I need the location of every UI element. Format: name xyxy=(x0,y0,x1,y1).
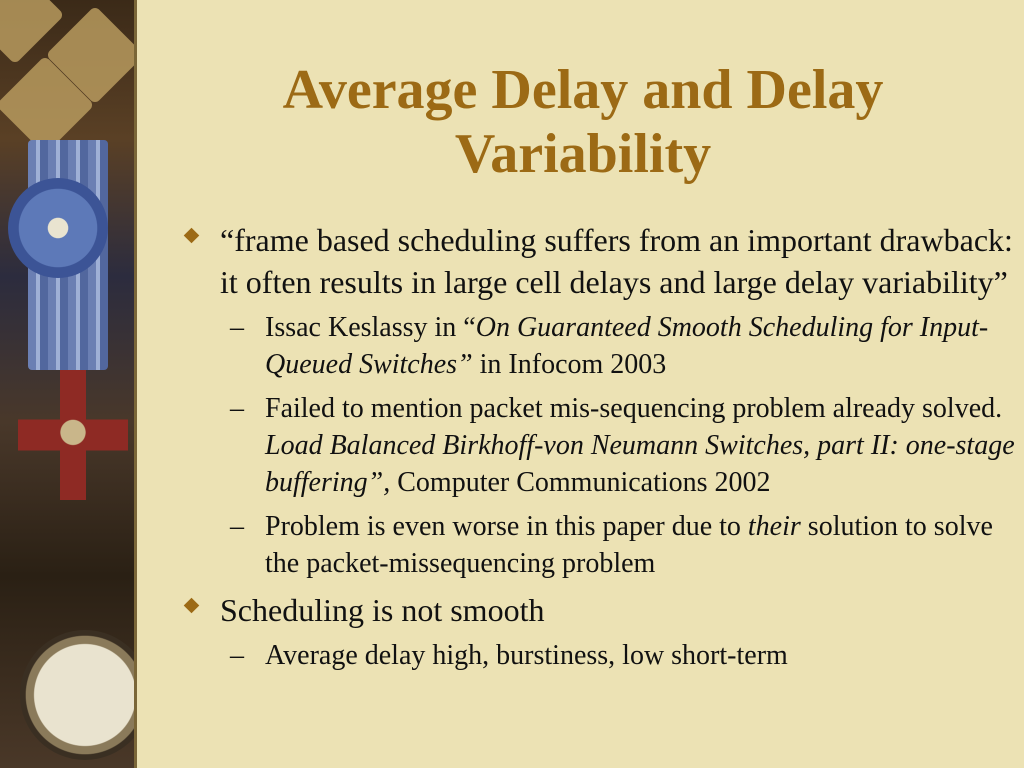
sub-bullet-text: Average delay high, burstiness, low short-term xyxy=(265,640,788,671)
sub-bullet-text: solution to solve the packet-missequencing problem xyxy=(265,511,993,579)
sub-bullet-text: Problem is even worse in this paper due to xyxy=(265,511,748,542)
bullet-2-text: Scheduling is not smooth xyxy=(220,592,545,628)
dash-bullet-icon: – xyxy=(230,511,244,542)
sub-bullet-2-1 xyxy=(186,637,1016,674)
dash-bullet-icon: – xyxy=(230,312,244,343)
bullet-1-text: “frame based scheduling suffers from an important drawback: it often results in large cell delays and large delay variability” xyxy=(220,222,1013,300)
sub-bullet-1-2 xyxy=(186,390,1016,501)
diamond-bullet-icon xyxy=(184,228,200,244)
sub-bullet-text: in Infocom 2003 xyxy=(472,349,667,380)
bullet-1 xyxy=(186,219,1016,303)
title-line-1: Average Delay and Delay xyxy=(282,59,884,121)
title-line-2: Variability xyxy=(454,123,712,185)
diamond-bullet-icon xyxy=(184,598,200,614)
dash-bullet-icon: – xyxy=(230,640,244,671)
decorative-side-image xyxy=(0,0,137,768)
slide-body xyxy=(186,219,1016,681)
sub-bullet-text: Failed to mention packet mis-sequencing problem already solved. xyxy=(265,393,1003,424)
sub-bullet-1-3 xyxy=(186,508,1016,582)
sub-bullet-text: Issac Keslassy in “ xyxy=(265,312,476,343)
sub-bullet-1-1 xyxy=(186,309,1016,383)
dash-bullet-icon: – xyxy=(230,393,244,424)
bullet-2 xyxy=(186,589,1016,631)
slide-title xyxy=(150,58,1016,186)
sub-bullet-italic: On Guaranteed Smooth Scheduling for Input-Queued Switches” xyxy=(265,312,989,380)
sub-bullet-text: Computer Communications 2002 xyxy=(390,467,771,498)
sub-bullet-italic: Load Balanced Birkhoff-von Neumann Switches, part II: one-stage buffering”, xyxy=(265,430,1015,498)
sub-bullet-italic: their xyxy=(747,511,801,542)
